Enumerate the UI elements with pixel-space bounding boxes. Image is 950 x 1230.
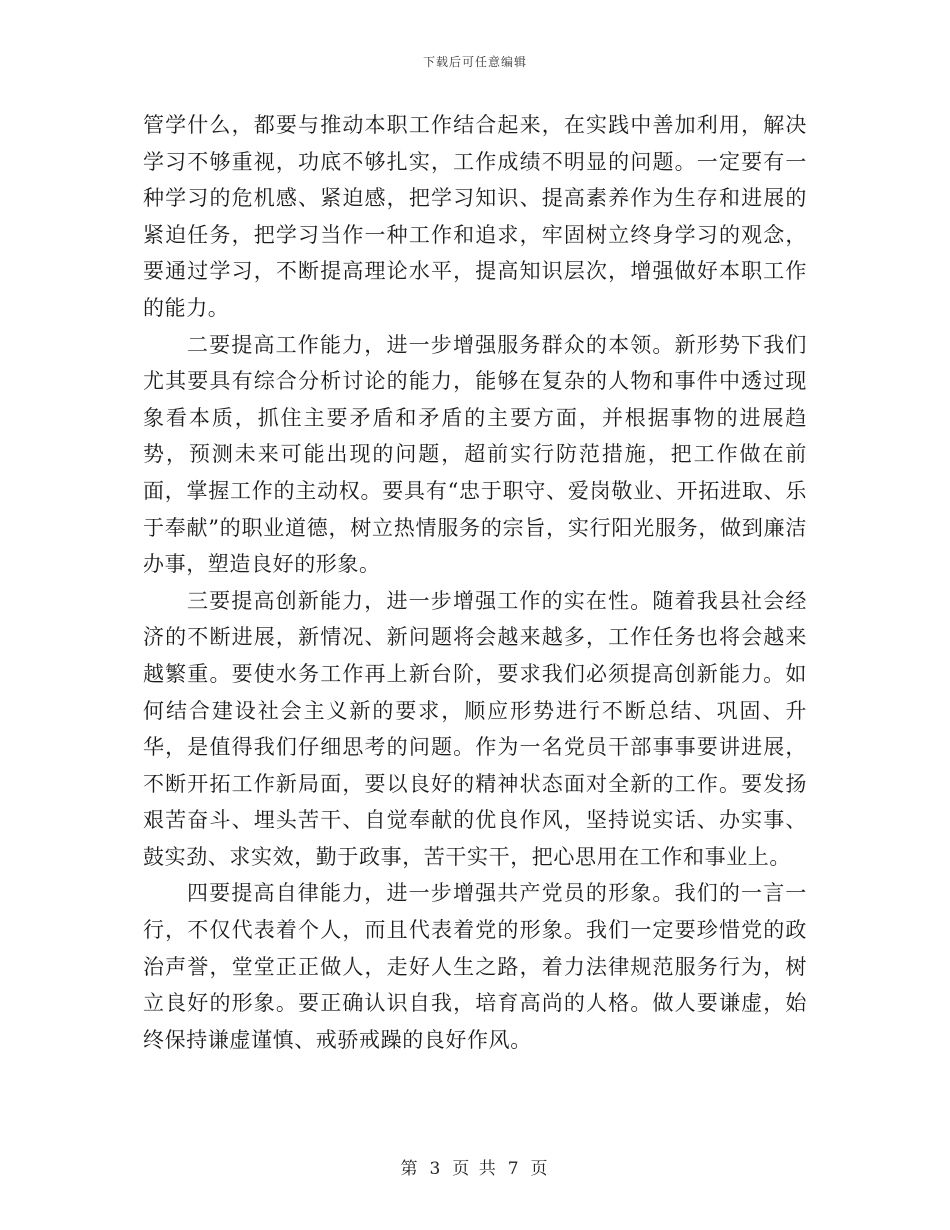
page-header-note: 下载后可任意编辑 (422, 55, 527, 69)
footer-middle: 页 共 (452, 1159, 498, 1179)
paragraph-3: 三要提高创新能力，进一步增强工作的实在性。随着我县社会经济的不断进展，新情况、新问题将会越来越多，工作任务也将会越来越繁重。要使水务工作再上新台阶，要求我们必须提高创新能力。如何结合建设社会主义新的要求，顺应形势进行不断总结、巩固、升华，是值得我们仔细思考的问题。作为一名党员干部事事要讲进展，不断开拓工作新局面，要以良好的精神状态面对全新的工作。要发扬艰苦奋斗、埋头苦干、自觉奉献的优良作风，坚持说实话、办实事、鼓实劲、求实效，勤于政事，苦干实干，把心思用在工作和事业上。 (143, 588, 807, 869)
page-footer (0, 1154, 950, 1179)
footer-current-page: 3 (429, 1159, 443, 1179)
footer-suffix: 页 (530, 1159, 550, 1179)
footer-prefix: 第 (400, 1159, 420, 1179)
footer-total-pages: 7 (507, 1159, 521, 1179)
paragraph-1: 管学什么，都要与推动本职工作结合起来，在实践中善加利用，解决学习不够重视，功底不够扎实，工作成绩不明显的问题。一定要有一种学习的危机感、紧迫感，把学习知识、提高素养作为生存和进展的紧迫任务，把学习当作一种工作和追求，牢固树立终身学习的观念，要通过学习，不断提高理论水平，提高知识层次，增强做好本职工作的能力。 (143, 113, 807, 320)
paragraph-4: 四要提高自律能力，进一步增强共产党员的形象。我们的一言一行，不仅代表着个人，而且代表着党的形象。我们一定要珍惜党的政治声誉，堂堂正正做人，走好人生之路，着力法律规范服务行为，树立良好的形象。要正确认识自我，培育高尚的人格。做人要谦虚，始终保持谦虚谨慎、戒骄戒躁的良好作风。 (143, 881, 807, 1052)
document-body (143, 107, 807, 1058)
paragraph-2: 二要提高工作能力，进一步增强服务群众的本领。新形势下我们尤其要具有综合分析讨论的能力，能够在复杂的人物和事件中透过现象看本质，抓住主要矛盾和矛盾的主要方面，并根据事物的进展趋势，预测未来可能出现的问题，超前实行防范措施，把工作做在前面，掌握工作的主动权。要具有“忠于职守、爱岗敬业、开拓进取、乐于奉献”的职业道德，树立热情服务的宗旨，实行阳光服务，做到廉洁办事，塑造良好的形象。 (143, 332, 807, 577)
